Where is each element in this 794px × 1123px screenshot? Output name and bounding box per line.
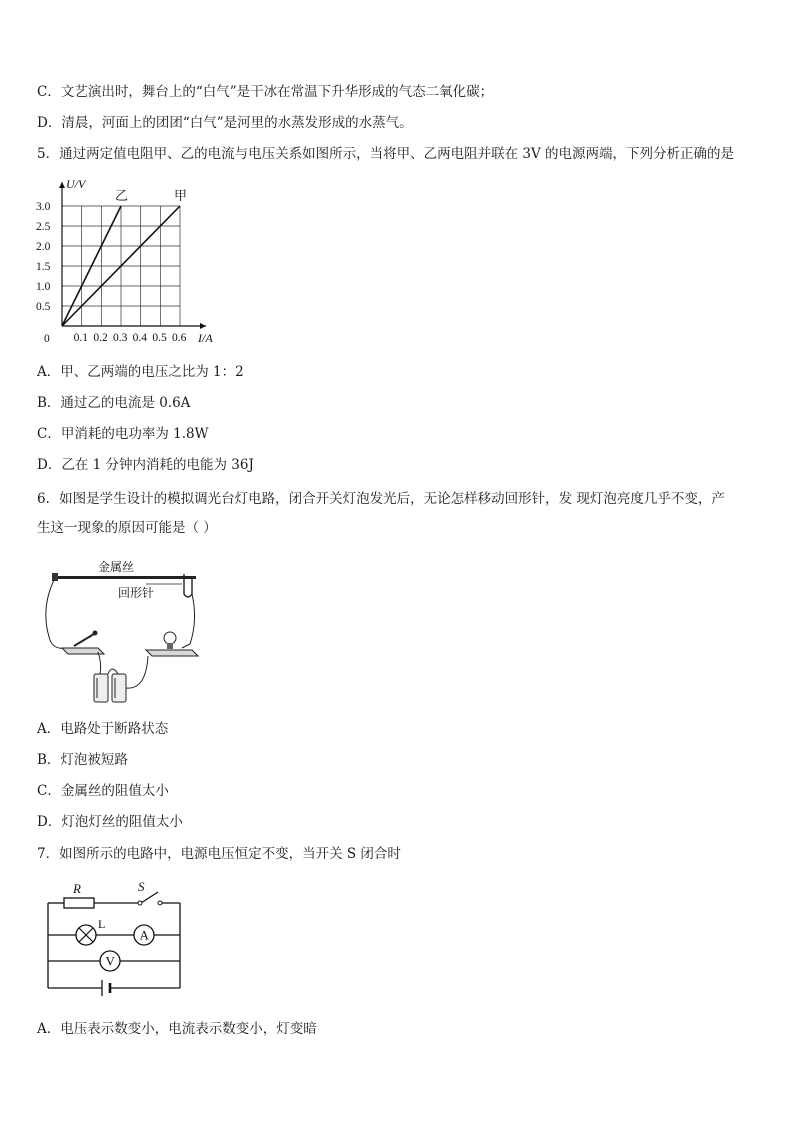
bulb-icon xyxy=(164,632,176,644)
x-tick-label: 0.4 xyxy=(132,332,148,344)
switch-knob xyxy=(93,631,98,636)
origin-label: 0 xyxy=(44,333,50,345)
series-label-2: 甲 xyxy=(174,188,188,203)
option-c-prev: C．文艺演出时，舞台上的“白气”是干冰在常温下升华形成的气态二氧化碳； xyxy=(37,84,494,100)
switch-contact-left xyxy=(138,901,142,905)
metal-wire-label: 金属丝 xyxy=(98,560,135,574)
y-axis-arrow xyxy=(59,182,65,188)
y-tick-label: 1.5 xyxy=(36,261,51,273)
ammeter-label: A xyxy=(139,927,149,943)
x-tick-label: 0.1 xyxy=(73,332,89,344)
switch-base xyxy=(62,648,104,654)
x-tick-label: 0.5 xyxy=(152,332,167,344)
ui-chart-plot xyxy=(36,177,213,345)
y-axis-label: U/V xyxy=(66,177,86,191)
x-axis-arrow xyxy=(200,323,206,329)
lamp-label: L xyxy=(98,917,106,931)
bulb-socket xyxy=(167,643,173,649)
question-5: 5．通过两定值电阻甲、乙的电流与电压关系如图所示，当将甲、乙两电阻并联在 3V 的电源两端，下列分析正确的是 xyxy=(37,146,735,162)
y-tick-label: 0.5 xyxy=(36,301,51,313)
x-tick-label: 0.6 xyxy=(172,332,187,344)
resistor-label: R xyxy=(73,881,81,896)
left-wire xyxy=(46,580,66,648)
battery-bridge-wire xyxy=(108,669,118,674)
q5-option-b: B．通过乙的电流是 0.6A xyxy=(37,395,191,411)
q6-option-d: D．灯泡灯丝的阻值太小 xyxy=(37,814,183,830)
dimmer-circuit-figure xyxy=(42,560,212,710)
right-wire xyxy=(182,594,195,648)
switch-to-battery-wire xyxy=(98,652,101,674)
question-6-line1: 6．如图是学生设计的模拟调光台灯电路，闭合开关灯泡发光后，无论怎样移动回形针，发 现灯泡亮度几乎不变，产 xyxy=(37,491,725,507)
circuit-schematic xyxy=(40,878,190,1003)
wire-clamp-left xyxy=(52,573,58,581)
q6-option-b: B．灯泡被短路 xyxy=(37,752,128,768)
switch-contact-right xyxy=(158,901,162,905)
question-6-line2: 生这一现象的原因可能是（ ） xyxy=(37,520,217,536)
x-axis-label: I/A xyxy=(198,331,213,345)
switch-label: S xyxy=(138,879,145,894)
y-tick-label: 1.0 xyxy=(36,281,51,293)
q5-option-c: C．甲消耗的电功率为 1.8W xyxy=(37,426,209,442)
q5-option-a: A．甲、乙两端的电压之比为 1：2 xyxy=(37,364,244,380)
switch-lever xyxy=(74,634,94,646)
paper-clip-label: 回形针 xyxy=(118,586,155,600)
y-tick-label: 2.0 xyxy=(36,241,51,253)
question-7: 7．如图所示的电路中，电源电压恒定不变，当开关 S 闭合时 xyxy=(37,846,401,862)
q6-option-c: C．金属丝的阻值太小 xyxy=(37,783,169,799)
resistor-r xyxy=(64,898,94,908)
x-tick-label: 0.3 xyxy=(113,332,128,344)
q6-option-a: A．电路处于断路状态 xyxy=(37,721,169,737)
metal-wire xyxy=(56,576,196,579)
q7-option-a: A．电压表示数变小，电流表示数变小，灯变暗 xyxy=(37,1021,317,1037)
y-tick-label: 2.5 xyxy=(36,221,51,233)
x-tick-label: 0.2 xyxy=(93,332,108,344)
q5-option-d: D．乙在 1 分钟内消耗的电能为 36J xyxy=(37,457,254,473)
lamp-base xyxy=(146,650,198,656)
y-tick-label: 3.0 xyxy=(36,201,51,213)
voltmeter-label: V xyxy=(105,953,115,969)
ui-graph xyxy=(30,172,230,350)
series-label-1: 乙 xyxy=(115,188,129,203)
option-d-prev: D．清晨，河面上的团团“白气”是河里的水蒸发形成的水蒸气。 xyxy=(37,115,413,131)
battery-to-lamp-wire xyxy=(126,656,148,688)
